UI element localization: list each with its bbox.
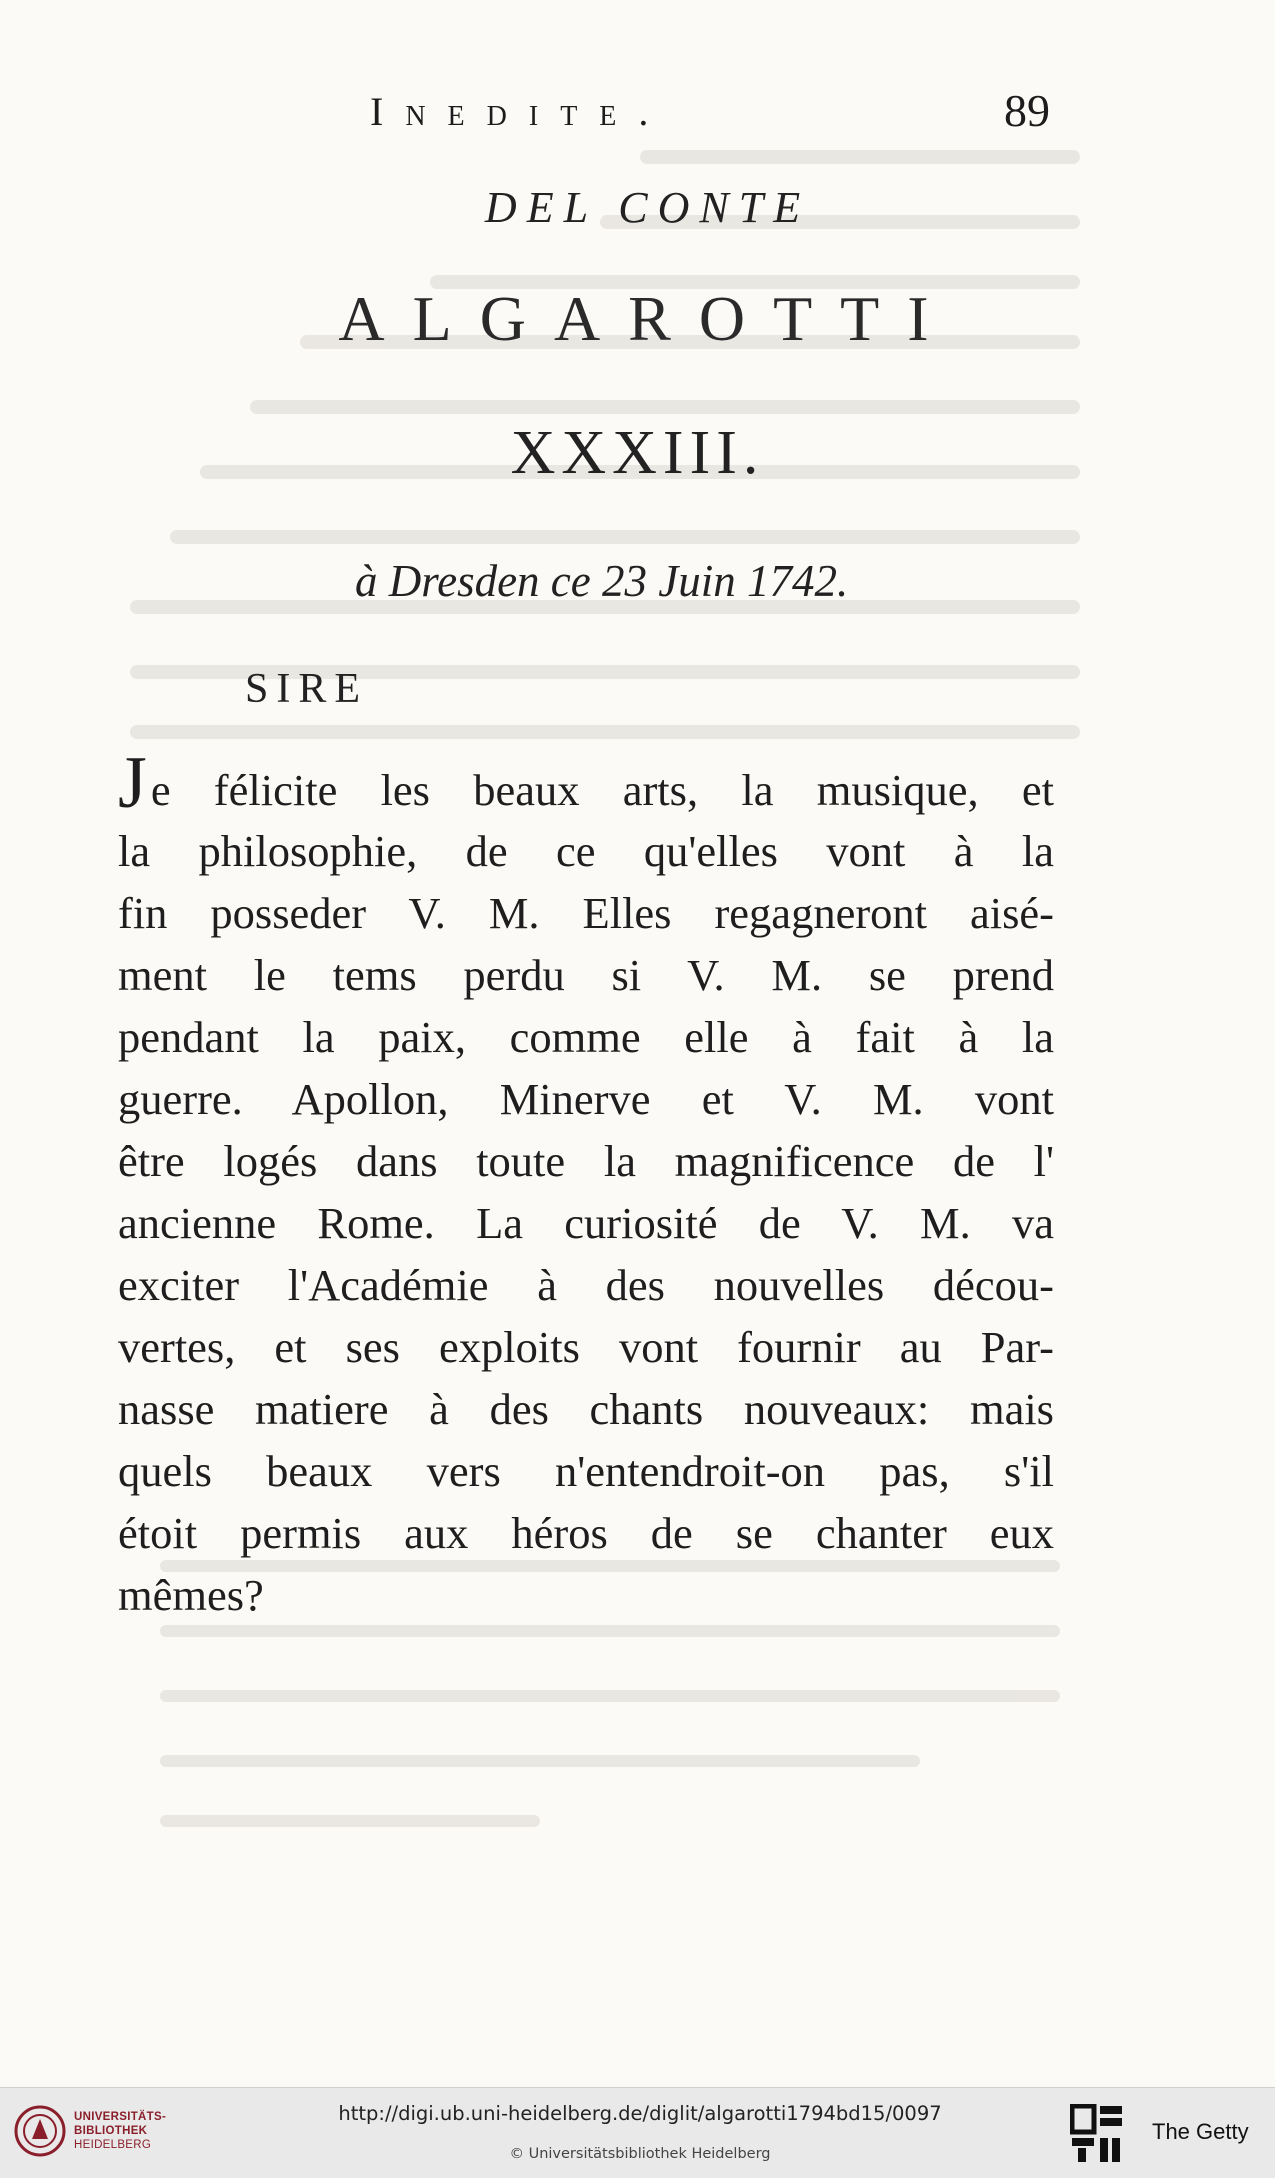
- body-line: guerre. Apollon, Minerve et V. M. vont: [118, 1074, 1054, 1124]
- letter-number: XXXIII.: [510, 419, 765, 487]
- footer-bar: [0, 2087, 1275, 2178]
- getty-name: The Getty: [1152, 2119, 1249, 2144]
- body-line: ment le tems perdu si V. M. se prend: [118, 950, 1054, 1000]
- copyright-notice: © Universitätsbibliothek Heidelberg: [509, 2146, 771, 2162]
- subtitle: DEL CONTE: [484, 183, 811, 232]
- body-line: Je félicite les beaux arts, la musique, et: [118, 742, 1054, 824]
- salutation: SIRE: [245, 666, 369, 712]
- body-line: ancienne Rome. La curiosité de V. M. va: [118, 1198, 1054, 1248]
- logo-line: UNIVERSITÄTS-: [74, 2111, 167, 2123]
- body-line: quels beaux vers n'entendroit-on pas, s'il: [118, 1446, 1054, 1496]
- letter-body: [118, 742, 1054, 1626]
- body-line: fin posseder V. M. Elles regagneront aisé-: [118, 888, 1054, 938]
- getty-logo[interactable]: [1070, 2104, 1265, 2164]
- logo-line: BIBLIOTHEK: [74, 2125, 148, 2137]
- dateline: à Dresden ce 23 Juin 1742.: [355, 556, 849, 606]
- body-line: étoit permis aux héros de se chanter eux: [118, 1508, 1054, 1558]
- body-line: être logés dans toute la magnificence de l': [118, 1136, 1054, 1186]
- body-line: exciter l'Académie à des nouvelles décou-: [118, 1260, 1054, 1310]
- permalink-url[interactable]: http://digi.ub.uni-heidelberg.de/diglit/algarotti1794bd15/0097: [338, 2102, 942, 2125]
- getty-mark-icon: [1070, 2104, 1124, 2164]
- body-line: mêmes?: [118, 1570, 264, 1620]
- logo-line: HEIDELBERG: [74, 2139, 152, 2151]
- author-name: ALGAROTTI: [338, 283, 957, 354]
- library-seal-icon: [14, 2105, 66, 2157]
- body-line: nasse matiere à des chants nouveaux: mais: [118, 1384, 1054, 1434]
- running-head-title: Inedite.: [370, 89, 671, 134]
- body-line: la philosophie, de ce qu'elles vont à la: [118, 826, 1054, 876]
- university-library-logo[interactable]: [14, 2105, 234, 2161]
- body-line: vertes, et ses exploits vont fournir au Par-: [118, 1322, 1054, 1372]
- drop-cap: J: [118, 742, 151, 824]
- page-number: 89: [1004, 85, 1050, 136]
- running-header: [370, 85, 1050, 138]
- body-line: pendant la paix, comme elle à fait à la: [118, 1012, 1054, 1062]
